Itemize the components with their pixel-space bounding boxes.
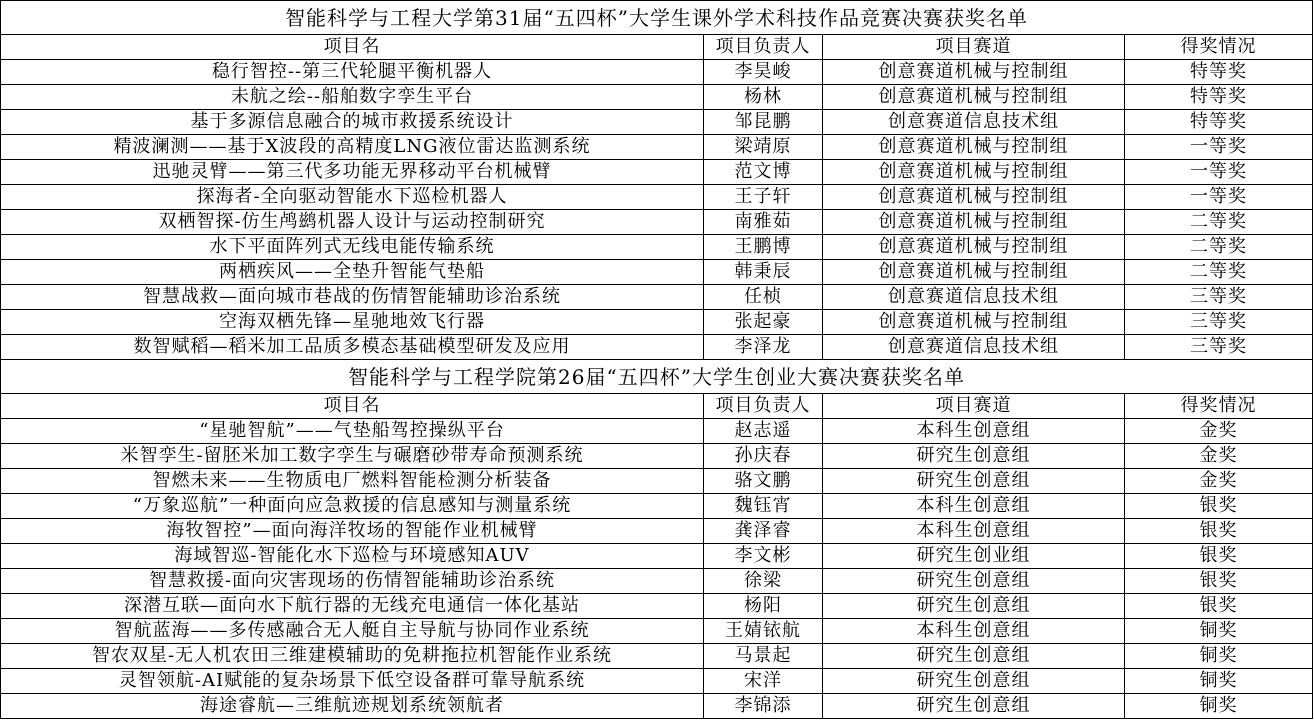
project-track-cell: 创意赛道机械与控制组 bbox=[823, 235, 1125, 260]
project-name-cell: 智慧救援-面向灾害现场的伤情智能辅助诊治系统 bbox=[1, 569, 704, 594]
project-track-cell: 创意赛道信息技术组 bbox=[823, 110, 1125, 135]
table-row bbox=[1, 185, 1313, 210]
table-row bbox=[1, 210, 1313, 235]
project-track-cell: 创意赛道机械与控制组 bbox=[823, 60, 1125, 85]
project-leader-cell: 梁靖原 bbox=[704, 135, 823, 160]
table-row bbox=[1, 285, 1313, 310]
column-header-award-level: 得奖情况 bbox=[1125, 394, 1313, 419]
table-row bbox=[1, 619, 1313, 644]
project-leader-cell: 任桢 bbox=[704, 285, 823, 310]
project-name-cell: 海牧智控”—面向海洋牧场的智能作业机械臂 bbox=[1, 519, 704, 544]
project-name-cell: “星驰智航”——气垫船驾控操纵平台 bbox=[1, 419, 704, 444]
section-title-row bbox=[1, 1, 1313, 35]
project-track-cell: 研究生创意组 bbox=[823, 644, 1125, 669]
award-level-cell: 银奖 bbox=[1125, 519, 1313, 544]
award-level-cell: 三等奖 bbox=[1125, 335, 1313, 360]
section-title: 智能科学与工程大学第31届“五四杯”大学生课外学术科技作品竞赛决赛获奖名单 bbox=[1, 1, 1313, 35]
column-header-project-name: 项目名 bbox=[1, 35, 704, 60]
section-title: 智能科学与工程学院第26届“五四杯”大学生创业大赛决赛获奖名单 bbox=[1, 360, 1313, 394]
table-row bbox=[1, 544, 1313, 569]
table-row bbox=[1, 469, 1313, 494]
project-name-cell: 探海者-全向驱动智能水下巡检机器人 bbox=[1, 185, 704, 210]
table-row bbox=[1, 135, 1313, 160]
project-track-cell: 创意赛道机械与控制组 bbox=[823, 85, 1125, 110]
project-leader-cell: 魏钰宵 bbox=[704, 494, 823, 519]
award-level-cell: 特等奖 bbox=[1125, 110, 1313, 135]
project-name-cell: 两栖疾风——全垫升智能气垫船 bbox=[1, 260, 704, 285]
header-row bbox=[1, 35, 1313, 60]
header-row bbox=[1, 394, 1313, 419]
project-track-cell: 创意赛道信息技术组 bbox=[823, 335, 1125, 360]
award-level-cell: 特等奖 bbox=[1125, 60, 1313, 85]
table-row bbox=[1, 694, 1313, 719]
project-leader-cell: 韩秉辰 bbox=[704, 260, 823, 285]
project-name-cell: 海域智巡-智能化水下巡检与环境感知AUV bbox=[1, 544, 704, 569]
project-name-cell: 智农双星-无人机农田三维建模辅助的免耕拖拉机智能作业系统 bbox=[1, 644, 704, 669]
award-level-cell: 三等奖 bbox=[1125, 285, 1313, 310]
project-track-cell: 研究生创意组 bbox=[823, 594, 1125, 619]
project-name-cell: 迅驰灵臂——第三代多功能无界移动平台机械臂 bbox=[1, 160, 704, 185]
project-track-cell: 本科生创意组 bbox=[823, 519, 1125, 544]
project-name-cell: 海途睿航—三维航迹规划系统领航者 bbox=[1, 694, 704, 719]
table-row bbox=[1, 444, 1313, 469]
project-leader-cell: 宋洋 bbox=[704, 669, 823, 694]
column-header-project-name: 项目名 bbox=[1, 394, 704, 419]
project-name-cell: “万象巡航”一种面向应急救援的信息感知与测量系统 bbox=[1, 494, 704, 519]
project-name-cell: 智慧战救—面向城市巷战的伤情智能辅助诊治系统 bbox=[1, 285, 704, 310]
project-name-cell: 灵智领航-AI赋能的复杂场景下低空设备群可靠导航系统 bbox=[1, 669, 704, 694]
project-name-cell: 稳行智控--第三代轮腿平衡机器人 bbox=[1, 60, 704, 85]
project-track-cell: 创意赛道机械与控制组 bbox=[823, 185, 1125, 210]
awards-table-body bbox=[1, 1, 1313, 719]
award-level-cell: 银奖 bbox=[1125, 544, 1313, 569]
table-row bbox=[1, 335, 1313, 360]
project-leader-cell: 张起豪 bbox=[704, 310, 823, 335]
column-header-project-leader: 项目负责人 bbox=[704, 394, 823, 419]
project-track-cell: 创意赛道机械与控制组 bbox=[823, 260, 1125, 285]
project-leader-cell: 李昊峻 bbox=[704, 60, 823, 85]
award-level-cell: 特等奖 bbox=[1125, 85, 1313, 110]
column-header-award-level: 得奖情况 bbox=[1125, 35, 1313, 60]
project-track-cell: 创意赛道信息技术组 bbox=[823, 285, 1125, 310]
project-track-cell: 研究生创意组 bbox=[823, 669, 1125, 694]
table-row bbox=[1, 669, 1313, 694]
column-header-project-track: 项目赛道 bbox=[823, 35, 1125, 60]
project-name-cell: 智燃未来——生物质电厂燃料智能检测分析装备 bbox=[1, 469, 704, 494]
award-level-cell: 三等奖 bbox=[1125, 310, 1313, 335]
award-level-cell: 二等奖 bbox=[1125, 210, 1313, 235]
project-name-cell: 未航之绘--船舶数字孪生平台 bbox=[1, 85, 704, 110]
award-level-cell: 二等奖 bbox=[1125, 260, 1313, 285]
project-leader-cell: 骆文鹏 bbox=[704, 469, 823, 494]
project-track-cell: 创意赛道机械与控制组 bbox=[823, 210, 1125, 235]
project-leader-cell: 邹昆鹏 bbox=[704, 110, 823, 135]
award-level-cell: 金奖 bbox=[1125, 469, 1313, 494]
project-leader-cell: 徐梁 bbox=[704, 569, 823, 594]
project-track-cell: 研究生创业组 bbox=[823, 544, 1125, 569]
award-level-cell: 一等奖 bbox=[1125, 185, 1313, 210]
award-level-cell: 金奖 bbox=[1125, 419, 1313, 444]
table-row bbox=[1, 60, 1313, 85]
project-track-cell: 研究生创意组 bbox=[823, 569, 1125, 594]
project-leader-cell: 南雅茹 bbox=[704, 210, 823, 235]
project-name-cell: 基于多源信息融合的城市救援系统设计 bbox=[1, 110, 704, 135]
table-row bbox=[1, 260, 1313, 285]
project-leader-cell: 马景起 bbox=[704, 644, 823, 669]
table-row bbox=[1, 310, 1313, 335]
project-name-cell: 深潜互联—面向水下航行器的无线充电通信一体化基站 bbox=[1, 594, 704, 619]
table-row bbox=[1, 419, 1313, 444]
project-track-cell: 创意赛道机械与控制组 bbox=[823, 310, 1125, 335]
project-track-cell: 创意赛道机械与控制组 bbox=[823, 160, 1125, 185]
project-leader-cell: 杨林 bbox=[704, 85, 823, 110]
project-name-cell: 双栖智探-仿生鸬鹚机器人设计与运动控制研究 bbox=[1, 210, 704, 235]
project-name-cell: 精波澜测——基于X波段的高精度LNG液位雷达监测系统 bbox=[1, 135, 704, 160]
column-header-project-track: 项目赛道 bbox=[823, 394, 1125, 419]
award-level-cell: 金奖 bbox=[1125, 444, 1313, 469]
project-leader-cell: 李泽龙 bbox=[704, 335, 823, 360]
award-level-cell: 铜奖 bbox=[1125, 644, 1313, 669]
project-leader-cell: 孙庆春 bbox=[704, 444, 823, 469]
award-level-cell: 铜奖 bbox=[1125, 619, 1313, 644]
project-track-cell: 研究生创意组 bbox=[823, 444, 1125, 469]
project-leader-cell: 杨阳 bbox=[704, 594, 823, 619]
project-leader-cell: 王鹏博 bbox=[704, 235, 823, 260]
project-track-cell: 研究生创意组 bbox=[823, 469, 1125, 494]
award-level-cell: 银奖 bbox=[1125, 594, 1313, 619]
project-leader-cell: 王婧铱航 bbox=[704, 619, 823, 644]
project-leader-cell: 龚泽睿 bbox=[704, 519, 823, 544]
project-name-cell: 空海双栖先锋—星驰地效飞行器 bbox=[1, 310, 704, 335]
table-row bbox=[1, 519, 1313, 544]
project-track-cell: 创意赛道机械与控制组 bbox=[823, 135, 1125, 160]
award-level-cell: 一等奖 bbox=[1125, 160, 1313, 185]
award-level-cell: 一等奖 bbox=[1125, 135, 1313, 160]
project-name-cell: 水下平面阵列式无线电能传输系统 bbox=[1, 235, 704, 260]
project-name-cell: 智航蓝海——多传感融合无人艇自主导航与协同作业系统 bbox=[1, 619, 704, 644]
column-header-project-leader: 项目负责人 bbox=[704, 35, 823, 60]
project-leader-cell: 李锦添 bbox=[704, 694, 823, 719]
project-name-cell: 米智孪生-留胚米加工数字孪生与碾磨砂带寿命预测系统 bbox=[1, 444, 704, 469]
section-title-row bbox=[1, 360, 1313, 394]
table-row bbox=[1, 85, 1313, 110]
table-row bbox=[1, 235, 1313, 260]
table-row bbox=[1, 644, 1313, 669]
table-row bbox=[1, 494, 1313, 519]
project-track-cell: 本科生创意组 bbox=[823, 494, 1125, 519]
project-name-cell: 数智赋稻—稻米加工品质多模态基础模型研发及应用 bbox=[1, 335, 704, 360]
project-leader-cell: 范文博 bbox=[704, 160, 823, 185]
table-row bbox=[1, 569, 1313, 594]
award-level-cell: 银奖 bbox=[1125, 569, 1313, 594]
table-row bbox=[1, 110, 1313, 135]
table-row bbox=[1, 160, 1313, 185]
project-track-cell: 本科生创意组 bbox=[823, 619, 1125, 644]
project-track-cell: 本科生创意组 bbox=[823, 419, 1125, 444]
project-leader-cell: 李文彬 bbox=[704, 544, 823, 569]
award-level-cell: 铜奖 bbox=[1125, 669, 1313, 694]
project-track-cell: 研究生创意组 bbox=[823, 694, 1125, 719]
project-leader-cell: 赵志遥 bbox=[704, 419, 823, 444]
project-leader-cell: 王子轩 bbox=[704, 185, 823, 210]
award-level-cell: 银奖 bbox=[1125, 494, 1313, 519]
table-row bbox=[1, 594, 1313, 619]
award-level-cell: 铜奖 bbox=[1125, 694, 1313, 719]
award-level-cell: 二等奖 bbox=[1125, 235, 1313, 260]
